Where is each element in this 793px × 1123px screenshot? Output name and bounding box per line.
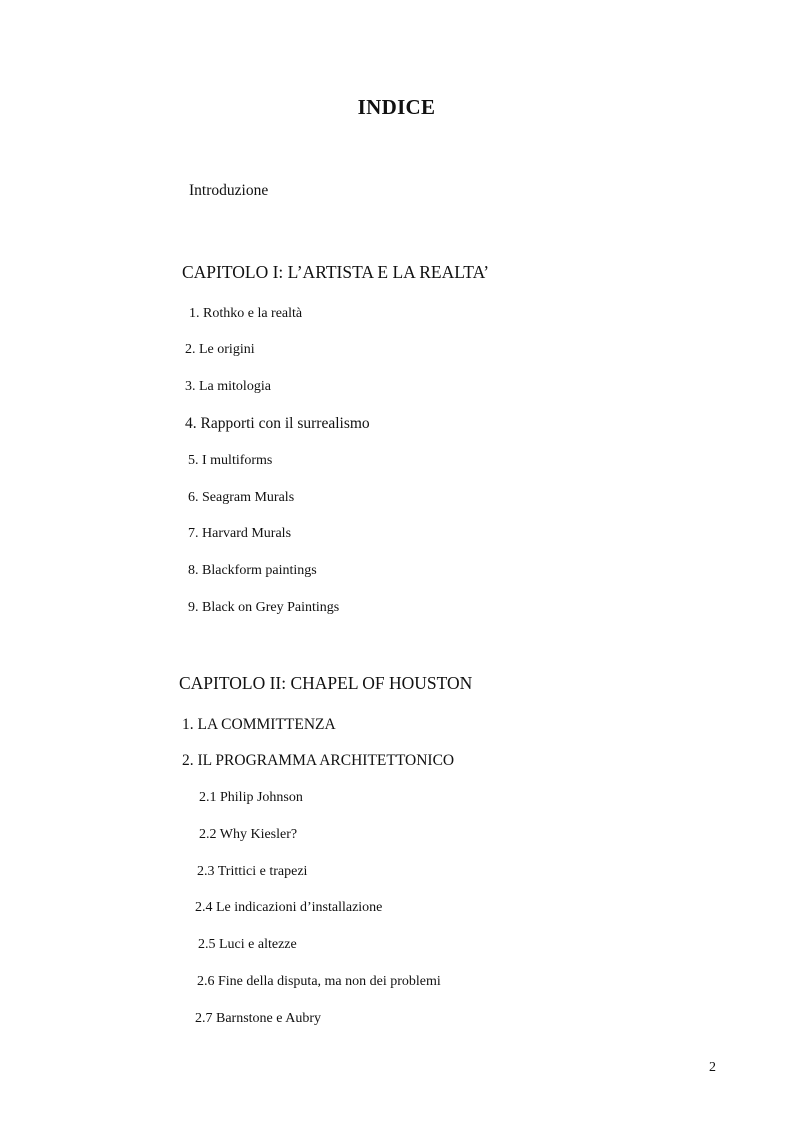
chapter-2-subsection: 2.6 Fine della disputa, ma non dei problemi [197,974,441,989]
chapter-1-item: 3. La mitologia [185,379,271,394]
chapter-2-subsection: 2.4 Le indicazioni d’installazione [195,900,383,915]
chapter-1-item: 7. Harvard Murals [188,526,292,541]
chapter-2-section: 1. LA COMMITTENZA [182,716,336,733]
chapter-1-item: 2. Le origini [185,342,255,357]
page-number: 2 [709,1060,716,1075]
chapter-1-item: 8. Blackform paintings [188,563,317,578]
chapter-1-item: 1. Rothko e la realtà [189,306,303,321]
chapter-1-item: 6. Seagram Murals [188,490,295,505]
chapter-1-item: 4. Rapporti con il surrealismo [185,415,370,432]
chapter-2-section: 2. IL PROGRAMMA ARCHITETTONICO [182,752,455,769]
chapter-2-subsection: 2.3 Trittici e trapezi [197,864,308,879]
chapter-2-subsection: 2.5 Luci e altezze [198,937,297,952]
chapter-2-subsection: 2.7 Barnstone e Aubry [195,1011,321,1026]
chapter-2-subsection: 2.1 Philip Johnson [199,790,303,805]
chapter-1-item: 5. I multiforms [188,453,273,468]
chapter-1-item: 9. Black on Grey Paintings [188,600,340,615]
chapter-2-heading: CAPITOLO II: CHAPEL OF HOUSTON [179,673,473,693]
toc-introduction: Introduzione [189,182,269,199]
page-title: INDICE [357,95,436,119]
chapter-1-heading: CAPITOLO I: L’ARTISTA E LA REALTA’ [182,262,490,282]
chapter-2-subsection: 2.2 Why Kiesler? [199,827,298,842]
